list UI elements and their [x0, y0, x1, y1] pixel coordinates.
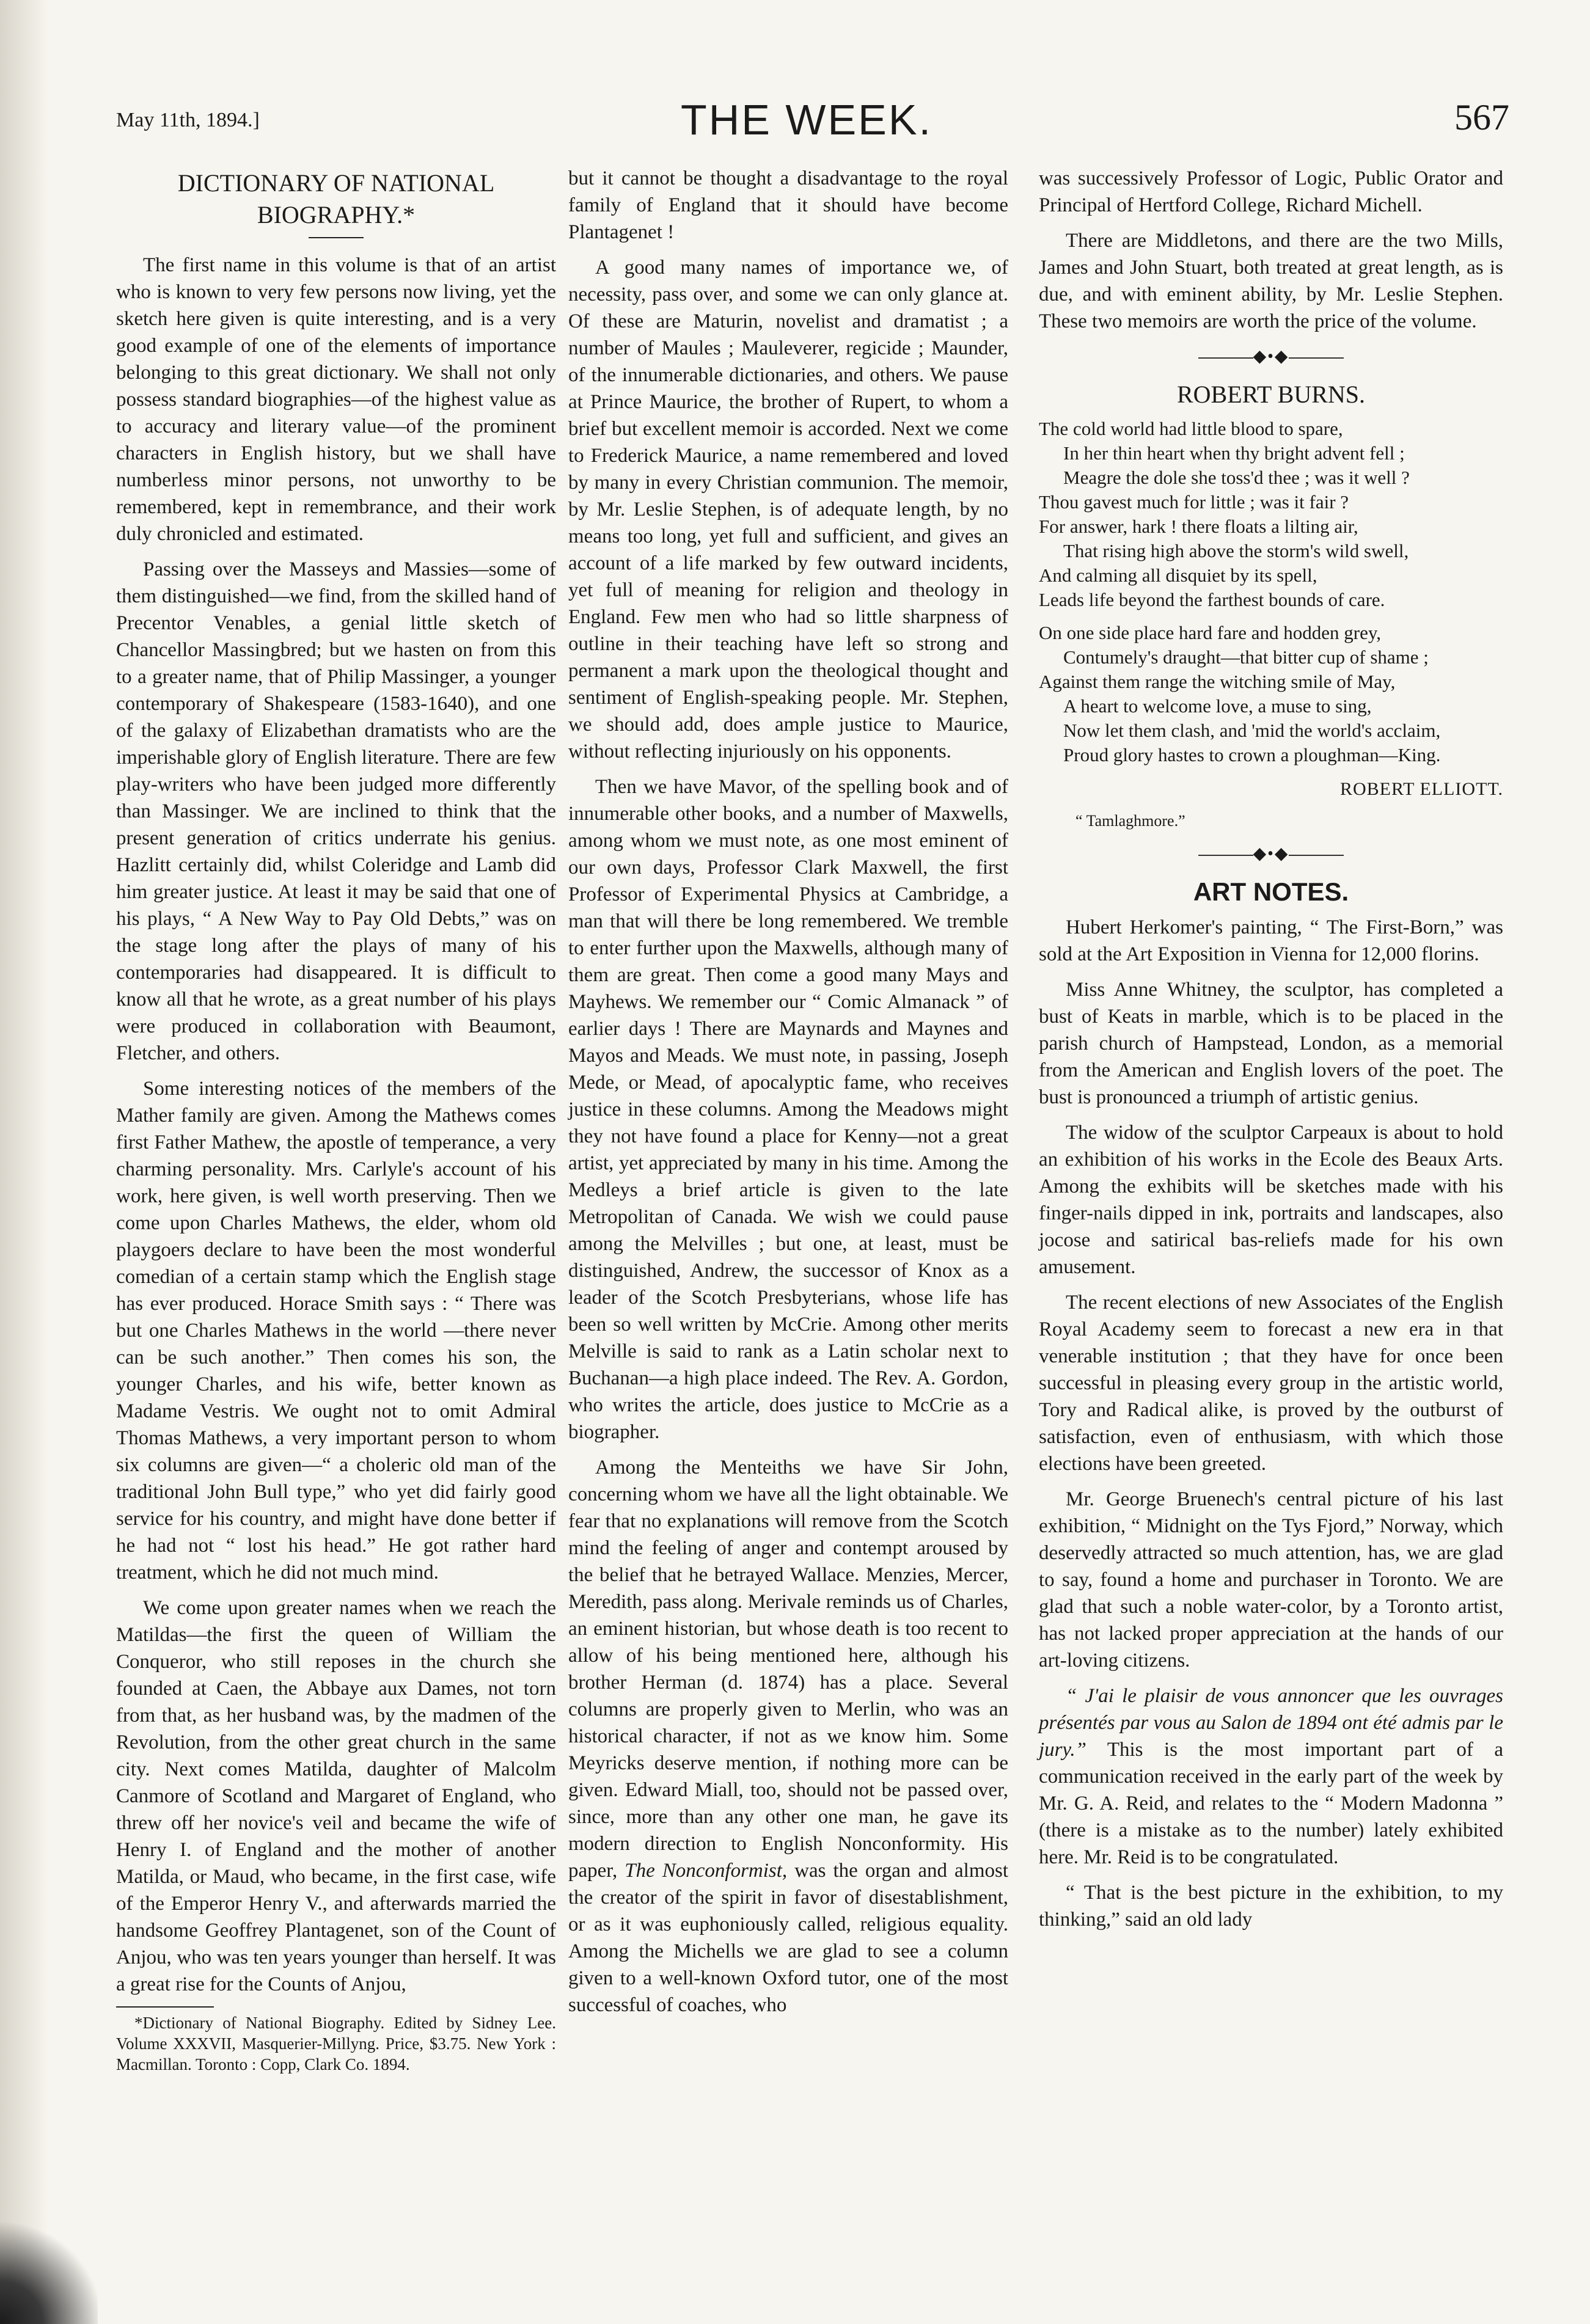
- poem-line: That rising high above the storm's wild swell,: [1063, 540, 1409, 561]
- scan-edge-shadow: [0, 0, 49, 2324]
- column-1: [116, 165, 556, 2075]
- art-paragraph: “ That is the best picture in the exhibition, to my thinking,” said an old lady: [1039, 1882, 1503, 1931]
- footnote-rule: [116, 2006, 214, 2008]
- paragraph-text: Among the Menteiths we have Sir John, concerning whom we have all the light obtainable. We fear that no explanations will remove from the Scotch mind the feeling of anger and contempt aroused by the belief that he betrayed Wallace. Menzies, Mercer, Meredith, pass along. Merivale reminds us of Charles, an eminent historian, but whose death is too recent to allow of his being mentioned here, although his brother Herman (d. 1874) has a place. Several columns are properly given to Merlin, who was an historical character, if not as we know him. Some Meyricks deserve mention, if nothing more can be given. Edward Miall, too, should not be passed over, since, more than any other one man, he gave its modern direction to English Nonconformity. His paper,: [568, 1456, 1008, 1882]
- dictionary-paragraph: [568, 1454, 1008, 2019]
- heading-rule: [309, 237, 364, 238]
- poem-author: ROBERT ELLIOTT.: [1339, 779, 1503, 799]
- dictionary-paragraph: but it cannot be thought a disadvantage to the royal family of England that it should have become Plantagenet !: [568, 167, 1008, 243]
- dictionary-paragraph: The first name in this volume is that of an artist who is known to very few persons now living, yet the sketch here given is quite interesting, and is a very good example of one of the elements of importance belonging to this great dictionary. We shall not only possess standard biographies—of the highest value as to accuracy and literary value—of the prominent characters in English history, but we shall have numberless minor persons, not unworthy to be remembered, kept in remembrance, and their work duly chronicled and estimated.: [116, 254, 556, 545]
- periodical-title: The Nonconformist,: [625, 1860, 788, 1882]
- dictionary-paragraph: Some interesting notices of the members of the Mather family are given. Among the Mathews comes first Father Mathew, the apostle of temperance, a very charming personality. Mrs. Carlyle's account of his work, here given, is well worth preserving. Then we come upon Charles Mathews, the elder, whom old playgoers declare to have been the most wonderful comedian of a certain stamp which the English stage has ever produced. Horace Smith says : “ There was but one Charles Mathews in the world —there never can be such another.” Then comes his son, the younger Charles, and his wife, better known as Madame Vestris. We ought not to omit Admiral Thomas Mathews, a very important person to whom six columns are given—“ a choleric old man of the traditional John Bull type,” who yet did fairly good service for his country, and might have done better if he had not “ lost his head.” He got rather hard treatment, which he did not much mind.: [116, 1078, 556, 1584]
- poem-line: Meagre the dole she toss'd thee ; was it well ?: [1063, 467, 1410, 488]
- poem-line: Proud glory hastes to crown a ploughman—King.: [1063, 744, 1441, 766]
- section-ornament: ◆•◆: [1039, 343, 1503, 370]
- art-paragraph: The recent elections of new Associates of the English Royal Academy seem to forecast a new era in that venerable institution ; that they have for once been successful in pleasing every group in the artistic world, Tory and Radical alike, is proved by the outburst of satisfaction, even of enthusiasm, with which those elections have been greeted.: [1039, 1292, 1503, 1475]
- art-paragraph: Miss Anne Whitney, the sculptor, has completed a bust of Keats in marble, which is to be placed in the parish church of Hampstead, London, as a memorial from the American and English lovers of the poet. The bust is pronounced a triumph of artistic genius.: [1039, 979, 1503, 1108]
- poem-line: On one side place hard fare and hodden grey,: [1039, 622, 1382, 643]
- paragraph-text: This is the most important part of a communication received in the early part of the week by Mr. G. A. Reid, and relates to the “ Modern Madonna ” (there is a mistake as to the number) lately exhibited here. Mr. Reid is to be congratulated.: [1039, 1739, 1503, 1868]
- footnote: *Dictionary of National Biography. Edited by Sidney Lee. Volume XXXVII, Masquerier-Millyng. Price, $3.75. New York : Macmillan. Toronto : Copp, Clark Co. 1894.: [116, 2014, 556, 2074]
- publication-title: THE WEEK.: [680, 96, 933, 144]
- page-header: [116, 86, 1509, 147]
- poem-line: Now let them clash, and 'mid the world's acclaim,: [1063, 720, 1441, 741]
- poem-stanza-1: [1039, 417, 1503, 612]
- dictionary-paragraph: There are Middletons, and there are the two Mills, James and John Stuart, both treated at great length, as is due, and with eminent ability, by Mr. Leslie Stephen. These two memoirs are worth the price of the volume.: [1039, 230, 1503, 332]
- art-paragraph: Hubert Herkomer's painting, “ The First-Born,” was sold at the Art Exposition in Vienna for 12,000 florins.: [1039, 916, 1503, 965]
- poem-line: Thou gavest much for little ; was it fair ?: [1039, 491, 1349, 513]
- section-ornament: ◆•◆: [1039, 841, 1503, 868]
- dictionary-paragraph: was successively Professor of Logic, Public Orator and Principal of Hertford College, Richard Michell.: [1039, 167, 1503, 216]
- poem-stanza-2: [1039, 621, 1503, 767]
- poem-line: Leads life beyond the farthest bounds of care.: [1039, 589, 1385, 610]
- dictionary-heading-line2: BIOGRAPHY.*: [257, 201, 416, 228]
- corner-stain: [0, 2220, 98, 2324]
- art-paragraph: Mr. George Bruenech's central picture of his last exhibition, “ Midnight on the Tys Fjord,” Norway, which deservedly attracted so much attention, has, we are glad to say, found a home and purchaser in Toronto. We are glad that such a noble water-color, by a Toronto artist, has not lacked proper appreciation at the hands of our art-loving citizens.: [1039, 1488, 1503, 1672]
- poem-line: The cold world had little blood to spare,: [1039, 418, 1343, 439]
- column-3: [1039, 165, 1503, 1942]
- art-paragraph: The widow of the sculptor Carpeaux is about to hold an exhibition of his works in the Ecole des Beaux Arts. Among the exhibits will be sketches made with his finger-nails dipped in ink, portraits and landscapes, also jocose and satirical bas-reliefs made for his own amusement.: [1039, 1122, 1503, 1278]
- dictionary-paragraph: Passing over the Masseys and Massies—some of them distinguished—we find, from the skilled hand of Precentor Venables, a genial little sketch of Chancellor Massingbred; but we hasten on from this to a greater name, that of Philip Massinger, a younger contemporary of Shakespeare (1583-1640), and one of the galaxy of Elizabethan dramatists who are the imperishable glory of English literature. There are few play-writers who have been judged more differently than Massinger. We are inclined to think that the present generation of critics underrate his genius. Hazlitt certainly did, whilst Coleridge and Lamb did him greater justice. At least it may be said that one of his plays, “ A New Way to Pay Old Debts,” was on the stage long after the plays of many of his contemporaries had disappeared. It is difficult to know all that he wrote, as a great number of his plays were produced in collaboration with Beaumont, Fletcher, and others.: [116, 558, 556, 1064]
- art-notes-heading: ART NOTES.: [1193, 877, 1349, 906]
- poem-line: For answer, hark ! there floats a lilting air,: [1039, 516, 1358, 537]
- burns-heading: ROBERT BURNS.: [1176, 381, 1366, 408]
- issue-date: May 11th, 1894.]: [116, 109, 260, 131]
- dictionary-paragraph: Then we have Mavor, of the spelling book and of innumerable other books, and a number of Maxwells, among whom we must note, as one most eminent of our own days, Professor Clark Maxwell, the first Professor of Experimental Physics at Cambridge, a man that will there be long remembered. We tremble to enter further upon the Maxwells, although many of them are great. Then come a good many Mays and Mayhews. We remember our “ Comic Almanack ” of earlier days ! There are Maynards and Maynes and Mayos and Meads. We must note, in passing, Joseph Mede, or Mead, of apocalyptic fame, who receives justice in these columns. Among the Meadows might they not have found a place for Kenny—not a great artist, yet appreciated by many in his time. Among the Medleys a brief article is given to the late Metropolitan of Canada. We wish we could pause among the Melvilles ; but one, at least, must be distinguished, Andrew, the successor of Knox as a leader of the Scotch Presbyterians, whose life has been so well written by McCrie. Among other merits Melville is said to rank as a Latin scholar next to Buchanan—a high place indeed. The Rev. A. Gordon, who writes the article, does justice to McCrie as a biographer.: [568, 776, 1008, 1443]
- poem-line: In her thin heart when thy bright advent fell ;: [1063, 442, 1405, 464]
- french-quote: “ J'ai le plaisir de vous annoncer que les ouvrages présentés par vous au Salon de 1894 ont été admis par le jury.”: [1039, 1685, 1503, 1761]
- paragraph-text: was the organ and almost the creator of the spirit in favor of disestablishment, or as it was euphoniously called, religious equality. Among the Michells we are glad to see a column given to a well-known Oxford tutor, one of the most successful of coaches, who: [568, 1860, 1009, 2016]
- poem-place: “ Tamlaghmore.”: [1075, 812, 1185, 830]
- poem-line: A heart to welcome love, a muse to sing,: [1063, 695, 1372, 717]
- dictionary-heading-line1: DICTIONARY OF NATIONAL: [177, 169, 495, 197]
- dictionary-paragraph: A good many names of importance we, of necessity, pass over, and some we can only glance at. Of these are Maturin, novelist and dramatist ; a number of Maules ; Mauleverer, regicide ; Maunder, of the innumerable dictionaries, and others. We pause at Prince Maurice, the brother of Rupert, to whom a brief but excellent memoir is accorded. Next we come to Frederick Maurice, a name remembered and loved by many in every Christian communion. The memoir, by Mr. Leslie Stephen, is of adequate length, by no means too long, yet full and sufficient, and gives an account of a life marked by few outward incidents, yet full of meaning for religion and theology in England. Few men who had so little sharpness of outline in their teaching have left so strong and permanent a mark upon the theological thought and sentiment of English-speaking people. Mr. Stephen, we should add, does ample justice to Maurice, without reflecting injuriously on his opponents.: [568, 257, 1008, 762]
- dictionary-paragraph: We come upon greater names when we reach the Matildas—the first the queen of William the Conqueror, who still reposes in the church she founded at Caen, the Abbaye aux Dames, not torn from that, as her husband was, by the madmen of the Revolution, from the other great church in the same city. Next comes Matilda, daughter of Malcolm Canmore of Scotland and Margaret of England, who threw off her novice's veil and became the wife of Henry I. of England and the mother of another Matilda, or Maud, who became, in the first case, wife of the Emperor Henry V., and afterwards married the handsome Geoffrey Plantagenet, son of the Count of Anjou, who was ten years younger than herself. It was a great rise for the Counts of Anjou,: [116, 1597, 556, 1995]
- column-2: [568, 165, 1008, 2027]
- poem-line: Contumely's draught—that bitter cup of shame ;: [1063, 646, 1429, 668]
- art-paragraph: [1039, 1683, 1503, 1871]
- poem-line: And calming all disquiet by its spell,: [1039, 565, 1317, 586]
- poem-line: Against them range the witching smile of May,: [1039, 671, 1396, 692]
- page-number: 567: [1454, 97, 1509, 137]
- dictionary-heading: [116, 167, 556, 231]
